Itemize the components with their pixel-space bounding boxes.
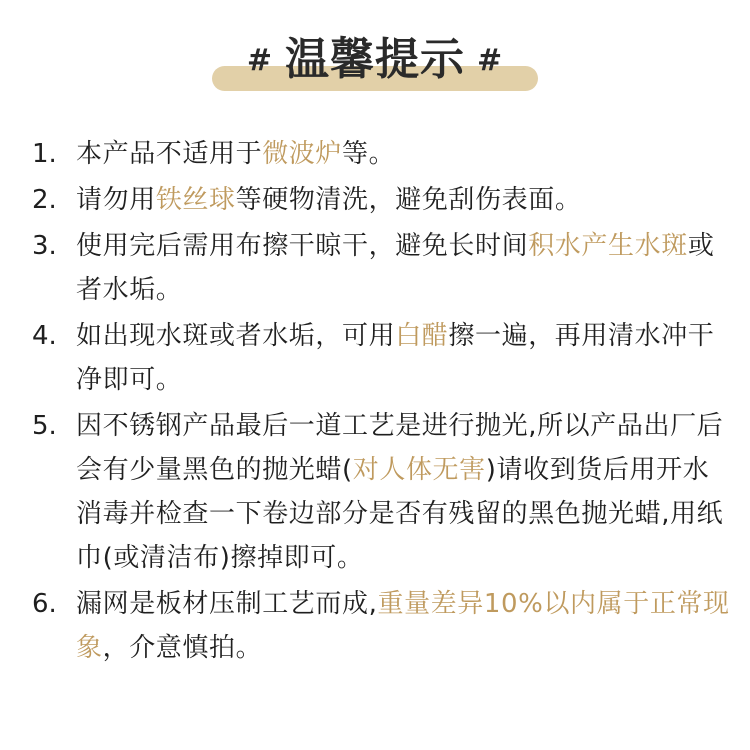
tips-list — [32, 132, 732, 672]
hash-right: # — [477, 43, 504, 78]
tip-highlight: 对人体无害 — [352, 455, 486, 485]
tip-text-part: 本产品不适用于 — [76, 139, 263, 169]
tip-item — [32, 314, 732, 402]
tip-item — [32, 178, 732, 222]
tip-text-part: 擦一遍，再用清水冲干净即可。 — [76, 321, 715, 395]
page-title — [0, 28, 750, 93]
tip-text-part: 等硬物清洗，避免刮伤表面。 — [235, 185, 582, 215]
tip-text-part: ，介意慎拍。 — [102, 633, 263, 663]
tip-item — [32, 132, 732, 176]
tip-highlight: 白醋 — [395, 321, 449, 351]
tip-number: 6. — [32, 589, 57, 619]
tip-item — [32, 224, 732, 312]
tip-item — [32, 404, 732, 580]
tip-text — [76, 314, 732, 402]
tip-text-part: 漏网是板材压制工艺而成, — [76, 589, 378, 619]
tip-number: 5. — [32, 411, 57, 441]
hash-left: # — [246, 43, 273, 78]
tip-highlight: 积水产生水斑 — [528, 231, 688, 261]
tip-number: 1. — [32, 139, 57, 169]
tip-text — [76, 582, 732, 670]
tip-highlight: 铁丝球 — [155, 185, 236, 215]
tip-text — [76, 132, 732, 176]
tip-text — [76, 404, 732, 580]
tip-text-part: 如出现水斑或者水垢，可用 — [76, 321, 396, 351]
tip-text — [76, 224, 732, 312]
title-text: 温馨提示 — [285, 34, 465, 85]
tip-text-part: 因不锈钢产品最后一道工艺是进行抛光,所以产品出厂后会有少量黑色的抛光蜡( — [76, 411, 724, 485]
tip-number: 4. — [32, 321, 57, 351]
tip-text-part: 请勿用 — [76, 185, 156, 215]
tip-text-part: 或者水垢。 — [76, 231, 715, 305]
tip-item — [32, 582, 732, 670]
tip-highlight: 重量差异10%以内属于正常现象 — [76, 589, 730, 663]
tip-text-part: 等。 — [342, 139, 396, 169]
tip-text-part: 使用完后需用布擦干晾干，避免长时间 — [76, 231, 529, 261]
tip-number: 2. — [32, 185, 57, 215]
tip-number: 3. — [32, 231, 57, 261]
tip-text — [76, 178, 732, 222]
tip-highlight: 微波炉 — [262, 139, 343, 169]
header — [0, 28, 750, 98]
tip-text-part: )请收到货后用开水消毒并检查一下卷边部分是否有残留的黑色抛光蜡,用纸巾(或清洁布)擦掉即可。 — [76, 455, 724, 573]
